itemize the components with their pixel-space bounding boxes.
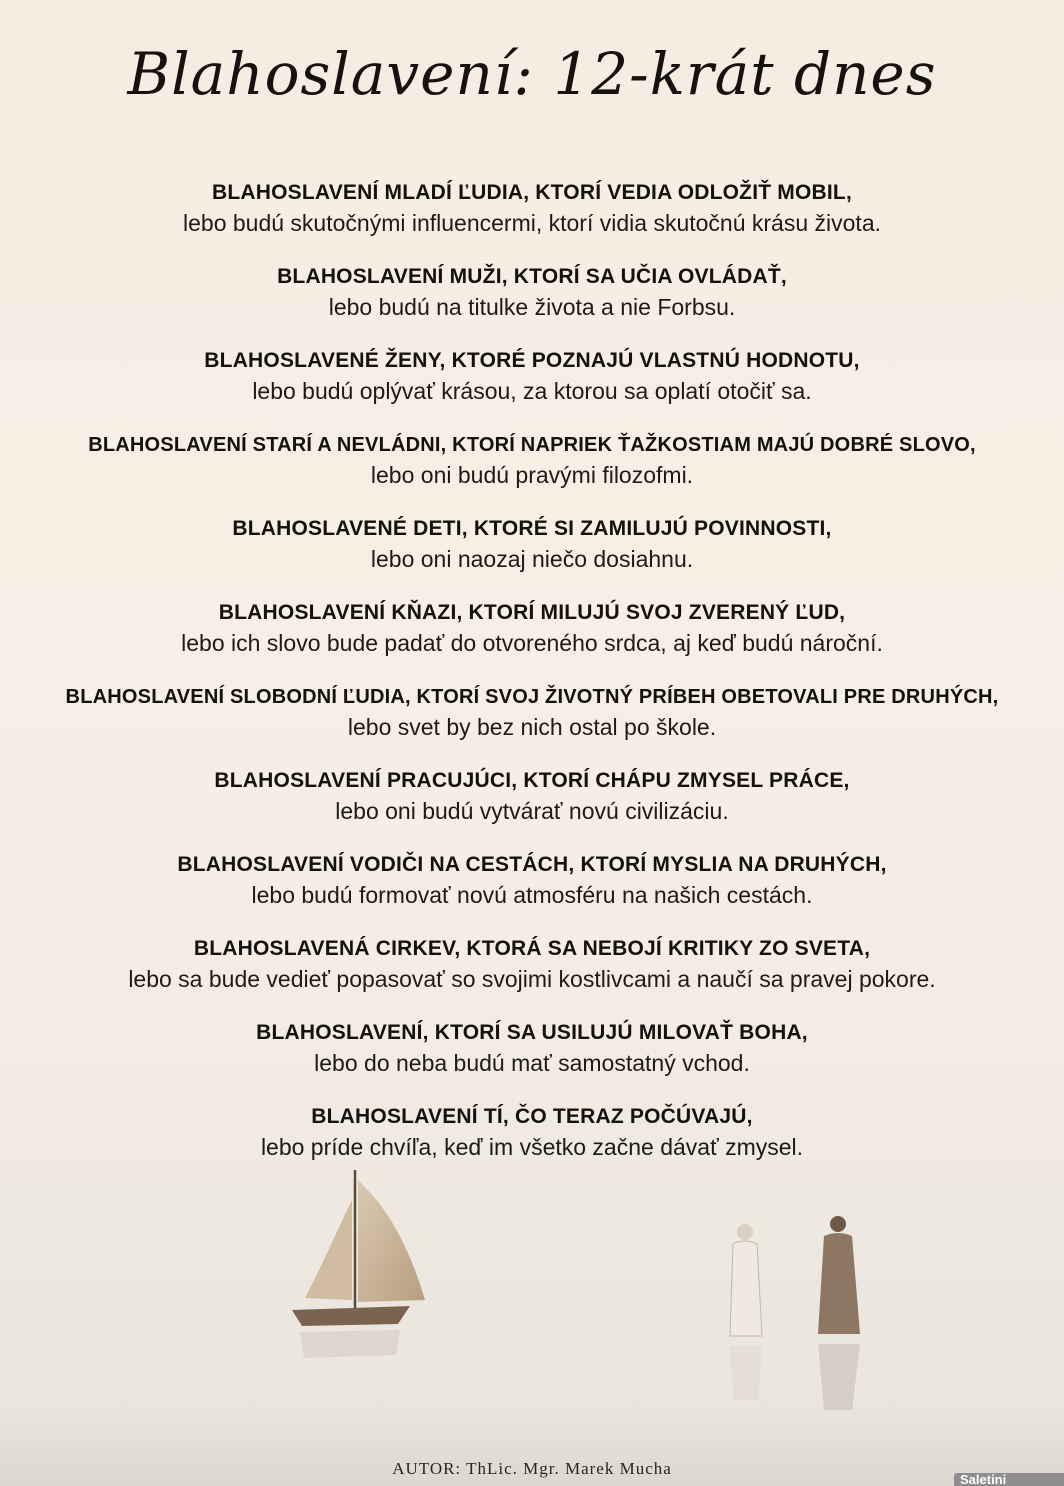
beatitude-3 xyxy=(0,340,1064,424)
beatitude-9 xyxy=(0,844,1064,928)
beatitude-6 xyxy=(0,592,1064,676)
beatitude-heading: BLAHOSLAVENÍ, KTORÍ SA USILUJÚ MILOVAŤ BOHA, xyxy=(256,1021,808,1044)
beatitudes-list xyxy=(0,172,1064,1180)
beatitude-promise: lebo budú formovať novú atmosféru na našich cestách. xyxy=(251,882,813,908)
beatitude-heading: BLAHOSLAVENÍ MLADÍ ĽUDIA, KTORÍ VEDIA ODLOŽIŤ MOBIL, xyxy=(212,181,852,204)
beatitude-10 xyxy=(0,928,1064,1012)
author-credit: AUTOR: ThLic. Mgr. Marek Mucha xyxy=(392,1459,672,1478)
beatitude-8 xyxy=(0,760,1064,844)
beatitude-heading: BLAHOSLAVENÍ PRACUJÚCI, KTORÍ CHÁPU ZMYSEL PRÁCE, xyxy=(214,769,850,792)
beatitude-5 xyxy=(0,508,1064,592)
beatitude-4 xyxy=(0,424,1064,508)
beatitude-1 xyxy=(0,172,1064,256)
beatitude-promise: lebo budú skutočnými influencermi, ktorí vidia skutočnú krásu života. xyxy=(183,210,881,236)
beatitude-promise: lebo oni budú vytvárať novú civilizáciu. xyxy=(335,798,729,824)
beatitude-promise: lebo oni naozaj niečo dosiahnu. xyxy=(370,546,694,572)
beatitude-heading: BLAHOSLAVENÍ SLOBODNÍ ĽUDIA, KTORÍ SVOJ ŽIVOTNÝ PRÍBEH OBETOVALI PRE DRUHÝCH, xyxy=(65,686,999,708)
beatitude-promise: lebo budú na titulke života a nie Forbsu. xyxy=(328,294,736,320)
beatitude-promise: lebo príde chvíľa, keď im všetko začne dávať zmysel. xyxy=(260,1134,804,1160)
beatitude-heading: BLAHOSLAVENÍ STARÍ A NEVLÁDNI, KTORÍ NAPRIEK ŤAŽKOSTIAM MAJÚ DOBRÉ SLOVO, xyxy=(88,434,976,456)
beatitude-promise: lebo oni budú pravými filozofmi. xyxy=(370,462,694,488)
beatitude-promise: lebo svet by bez nich ostal po škole. xyxy=(347,714,717,740)
beatitude-7 xyxy=(0,676,1064,760)
beatitude-heading: BLAHOSLAVENÍ MUŽI, KTORÍ SA UČIA OVLÁDAŤ, xyxy=(277,265,787,288)
beatitude-heading: BLAHOSLAVENÉ DETI, KTORÉ SI ZAMILUJÚ POVINNOSTI, xyxy=(232,517,832,540)
beatitude-heading: BLAHOSLAVENÍ TÍ, ČO TERAZ POČÚVAJÚ, xyxy=(311,1105,753,1128)
seascape-illustration xyxy=(0,1140,1064,1486)
poster-title: Blahoslavení: 12-krát dnes xyxy=(127,40,937,108)
beatitude-2 xyxy=(0,256,1064,340)
beatitude-promise: lebo do neba budú mať samostatný vchod. xyxy=(314,1050,750,1076)
beatitude-heading: BLAHOSLAVENÍ KŇAZI, KTORÍ MILUJÚ SVOJ ZVERENÝ ĽUD, xyxy=(218,601,846,624)
beatitude-promise: lebo sa bude vedieť popasovať so svojimi kostlivcami a naučí sa pravej pokore. xyxy=(128,966,936,992)
beatitude-heading: BLAHOSLAVENÉ ŽENY, KTORÉ POZNAJÚ VLASTNÚ HODNOTU, xyxy=(204,349,860,372)
beatitude-promise: lebo ich slovo bude padať do otvoreného srdca, aj keď budú nároční. xyxy=(181,630,883,656)
beatitude-heading: BLAHOSLAVENÁ CIRKEV, KTORÁ SA NEBOJÍ KRITIKY ZO SVETA, xyxy=(193,937,871,960)
beatitude-11 xyxy=(0,1012,1064,1096)
watermark-logo: Saletini xyxy=(954,1473,1064,1486)
beatitude-heading: BLAHOSLAVENÍ VODIČI NA CESTÁCH, KTORÍ MYSLIA NA DRUHÝCH, xyxy=(177,853,887,876)
beatitude-promise: lebo budú oplývať krásou, za ktorou sa oplatí otočiť sa. xyxy=(252,378,812,404)
